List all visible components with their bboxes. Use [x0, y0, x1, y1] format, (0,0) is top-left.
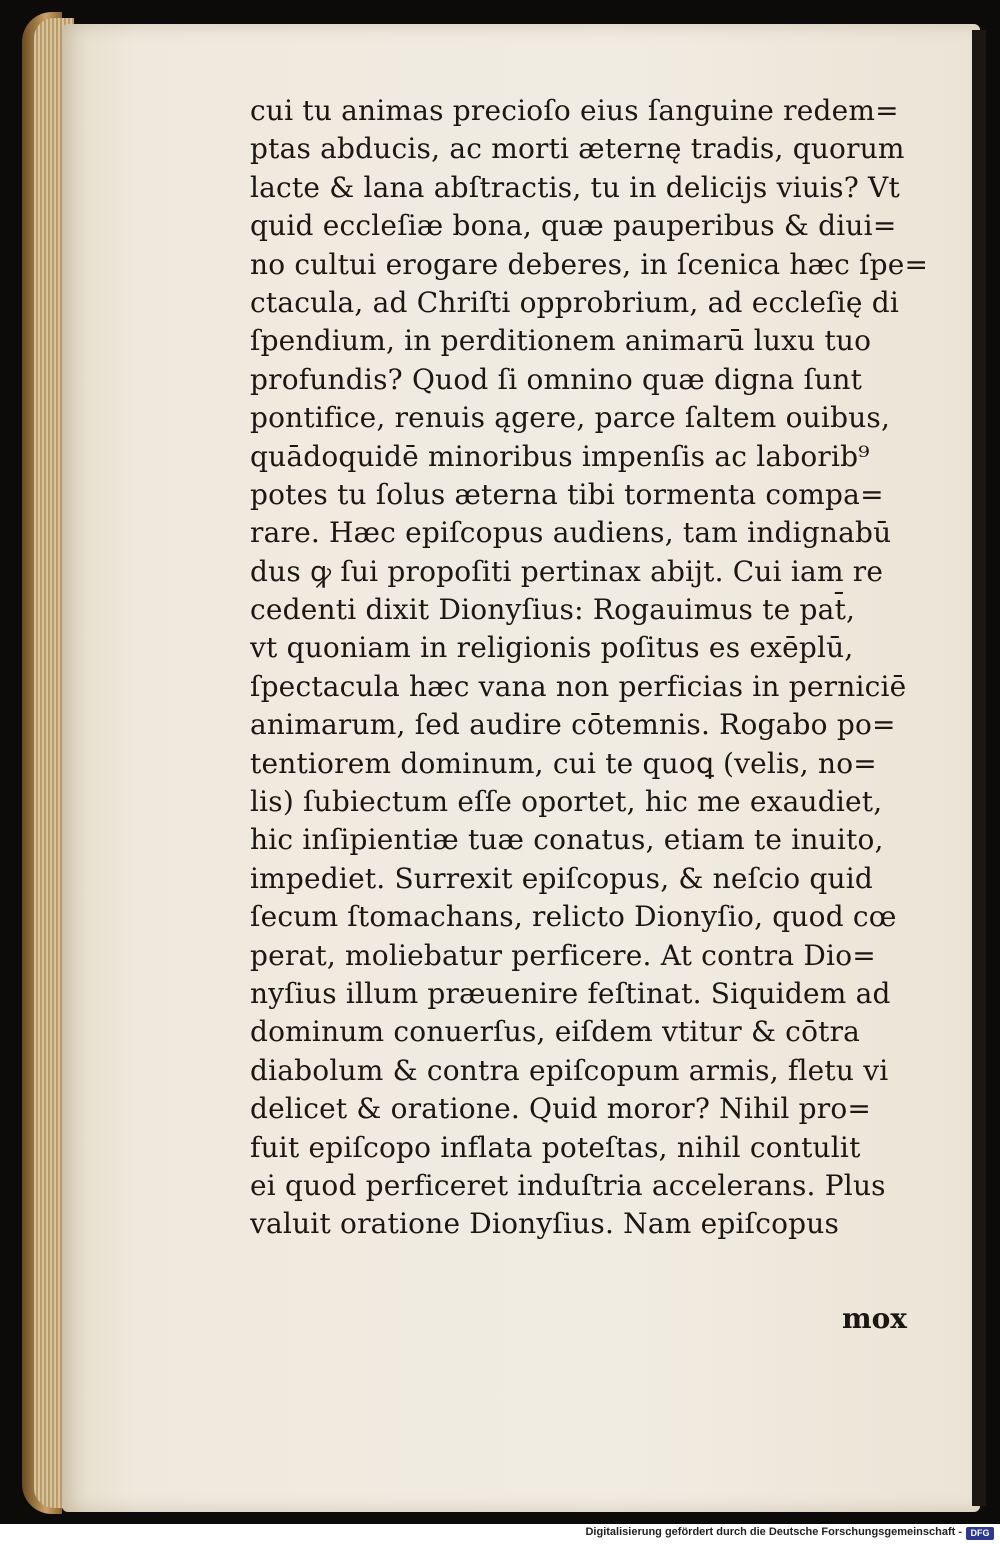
text-line: hic inſipientiæ tuæ conatus, etiam te inuito, [250, 823, 884, 857]
funding-credit: Digitalisierung gefördert durch die Deutsche Forschungsgemeinschaft - [585, 1526, 962, 1538]
text-line: nyſius illum præuenire feſtinat. Siquidem ad [250, 976, 891, 1010]
text-line: ctacula, ad Chriſti opprobrium, ad eccleſię di [250, 285, 900, 319]
catchword: mox [842, 1302, 907, 1335]
digitization-footer [0, 1524, 1000, 1544]
text-line: lis) ſubiectum eſſe oportet, hic me exaudiet, [250, 785, 883, 819]
text-line: delicet & oratione. Quid moror? Nihil pro= [250, 1092, 872, 1126]
text-line: ſecum ſtomachans, relicto Dionyſio, quod cœ [250, 900, 897, 934]
text-line: valuit oratione Dionyſius. Nam epiſcopus [250, 1207, 840, 1241]
text-line: dominum conuerſus, eiſdem vtitur & cōtra [250, 1015, 861, 1049]
text-line: ſpectacula hæc vana non perficias in perniciē [250, 669, 907, 703]
text-line: tentiorem dominum, cui te quoꝗ (velis, no= [250, 746, 877, 780]
text-line: diabolum & contra epiſcopum armis, fletu vi [250, 1053, 889, 1087]
text-line: ei quod perficeret induſtria accelerans. Plus [250, 1168, 886, 1202]
text-line: pontifice, renuis ągere, parce ſaltem ouibus, [250, 401, 891, 435]
text-line: fuit epiſcopo inflata poteſtas, nihil contulit [250, 1130, 861, 1164]
text-line: cui tu animas precioſo eius ſanguine redem= [250, 94, 899, 127]
text-line: vt quoniam in religionis poſitus es exēplū, [250, 631, 854, 665]
page-gutter [972, 30, 986, 1506]
text-line: quid eccleſiæ bona, quæ pauperibus & diui= [250, 209, 897, 243]
dfg-logo-icon[interactable]: DFG [966, 1527, 994, 1540]
text-line: impediet. Surrexit epiſcopus, & neſcio quid [250, 861, 874, 895]
text-line: ſpendium, in perditionem animarū luxu tuo [250, 324, 872, 358]
body-text [250, 92, 940, 1244]
text-line: profundis? Quod ſi omnino quæ digna ſunt [250, 362, 863, 396]
text-line: dus ꝙ ſui propoſiti pertinax abijt. Cui iam re [250, 554, 884, 588]
text-line: rare. Hæc epiſcopus audiens, tam indignabū [250, 516, 892, 550]
text-line: perat, moliebatur perficere. At contra Dio= [250, 938, 876, 972]
text-line: no cultui erogare deberes, in ſcenica hæc ſpe= [250, 247, 929, 281]
text-line: ptas abducis, ac morti æternę tradis, quorum [250, 132, 905, 166]
text-line: cedenti dixit Dionyſius: Rogauimus te pat̄, [250, 593, 856, 627]
text-line: lacte & lana abſtractis, tu in delicijs viuis? Vt [250, 170, 900, 204]
text-line: animarum, ſed audire cōtemnis. Rogabo po= [250, 708, 896, 742]
text-line: potes tu ſolus æterna tibi tormenta compa= [250, 477, 884, 511]
text-line: quādoquidē minoribus impenſis ac laborib⁹ [250, 439, 870, 473]
